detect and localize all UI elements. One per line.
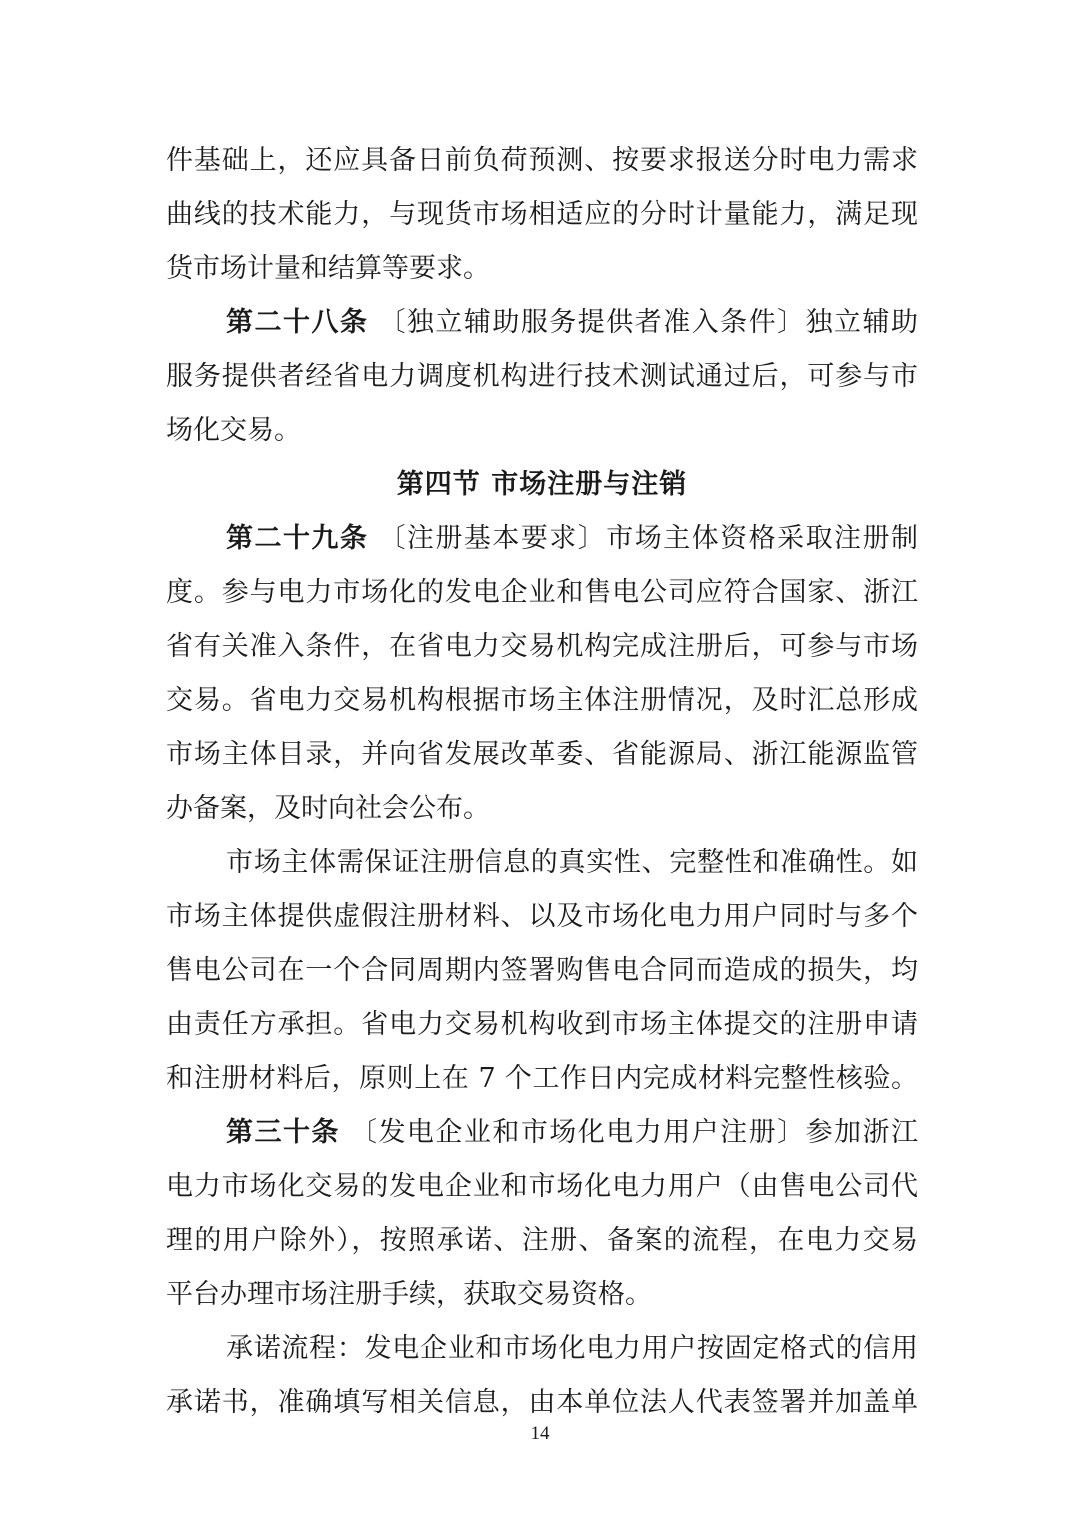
body-line-22: 平台办理市场注册手续，获取交易资格。 [166,1279,652,1310]
body-line-16: 售电公司在一个合同周期内签署购售电合同而造成的损失，均 [166,955,918,986]
document-body [166,134,918,1430]
body-line-13: 办备案，及时向社会公布。 [166,793,490,824]
article-29-first-line [166,512,918,566]
body-line-10: 省有关准入条件，在省电力交易机构完成注册后，可参与市场 [166,631,918,662]
body-line-15: 市场主体提供虚假注册材料、以及市场化电力用户同时与多个 [166,901,918,932]
article-29-text: 〔注册基本要求〕市场主体资格采取注册制 [368,523,919,554]
body-line-24: 承诺书，准确填写相关信息，由本单位法人代表签署并加盖单 [166,1387,918,1418]
body-line-11: 交易。省电力交易机构根据市场主体注册情况，及时汇总形成 [166,685,918,716]
body-line-21: 理的用户除外），按照承诺、注册、备案的流程，在电力交易 [166,1225,918,1256]
body-line-17: 由责任方承担。省电力交易机构收到市场主体提交的注册申请 [166,1009,918,1040]
article-28-first-line [166,296,918,350]
body-line-5: 服务提供者经省电力调度机构进行技术测试通过后，可参与市 [166,361,918,392]
body-line-1: 件基础上，还应具备日前负荷预测、按要求报送分时电力需求 [166,145,918,176]
article-29-heading: 第二十九条 [226,523,369,554]
body-line-18: 和注册材料后，原则上在 7 个工作日内完成材料完整性核验。 [166,1063,918,1094]
body-line-9: 度。参与电力市场化的发电企业和售电公司应符合国家、浙江 [166,577,918,608]
commitment-first-line: 承诺流程：发电企业和市场化电力用户按固定格式的信用 [226,1333,918,1364]
paragraph-first-line: 市场主体需保证注册信息的真实性、完整性和准确性。如 [226,847,918,878]
body-line-6: 场化交易。 [166,415,301,446]
page-number: 14 [530,1423,550,1444]
section-heading: 第四节 市场注册与注销 [396,469,688,500]
article-30-text: 〔发电企业和市场化电力用户注册〕参加浙江 [339,1117,918,1148]
article-28-heading: 第二十八条 [226,307,369,338]
article-30-first-line [166,1106,918,1160]
body-line-2: 曲线的技术能力，与现货市场相适应的分时计量能力，满足现 [166,199,918,230]
article-30-heading: 第三十条 [226,1117,340,1148]
body-line-12: 市场主体目录，并向省发展改革委、省能源局、浙江能源监管 [166,739,918,770]
body-line-3: 货市场计量和结算等要求。 [166,253,490,284]
article-28-text: 〔独立辅助服务提供者准入条件〕独立辅助 [368,307,919,338]
body-line-20: 电力市场化交易的发电企业和市场化电力用户（由售电公司代 [166,1171,918,1202]
